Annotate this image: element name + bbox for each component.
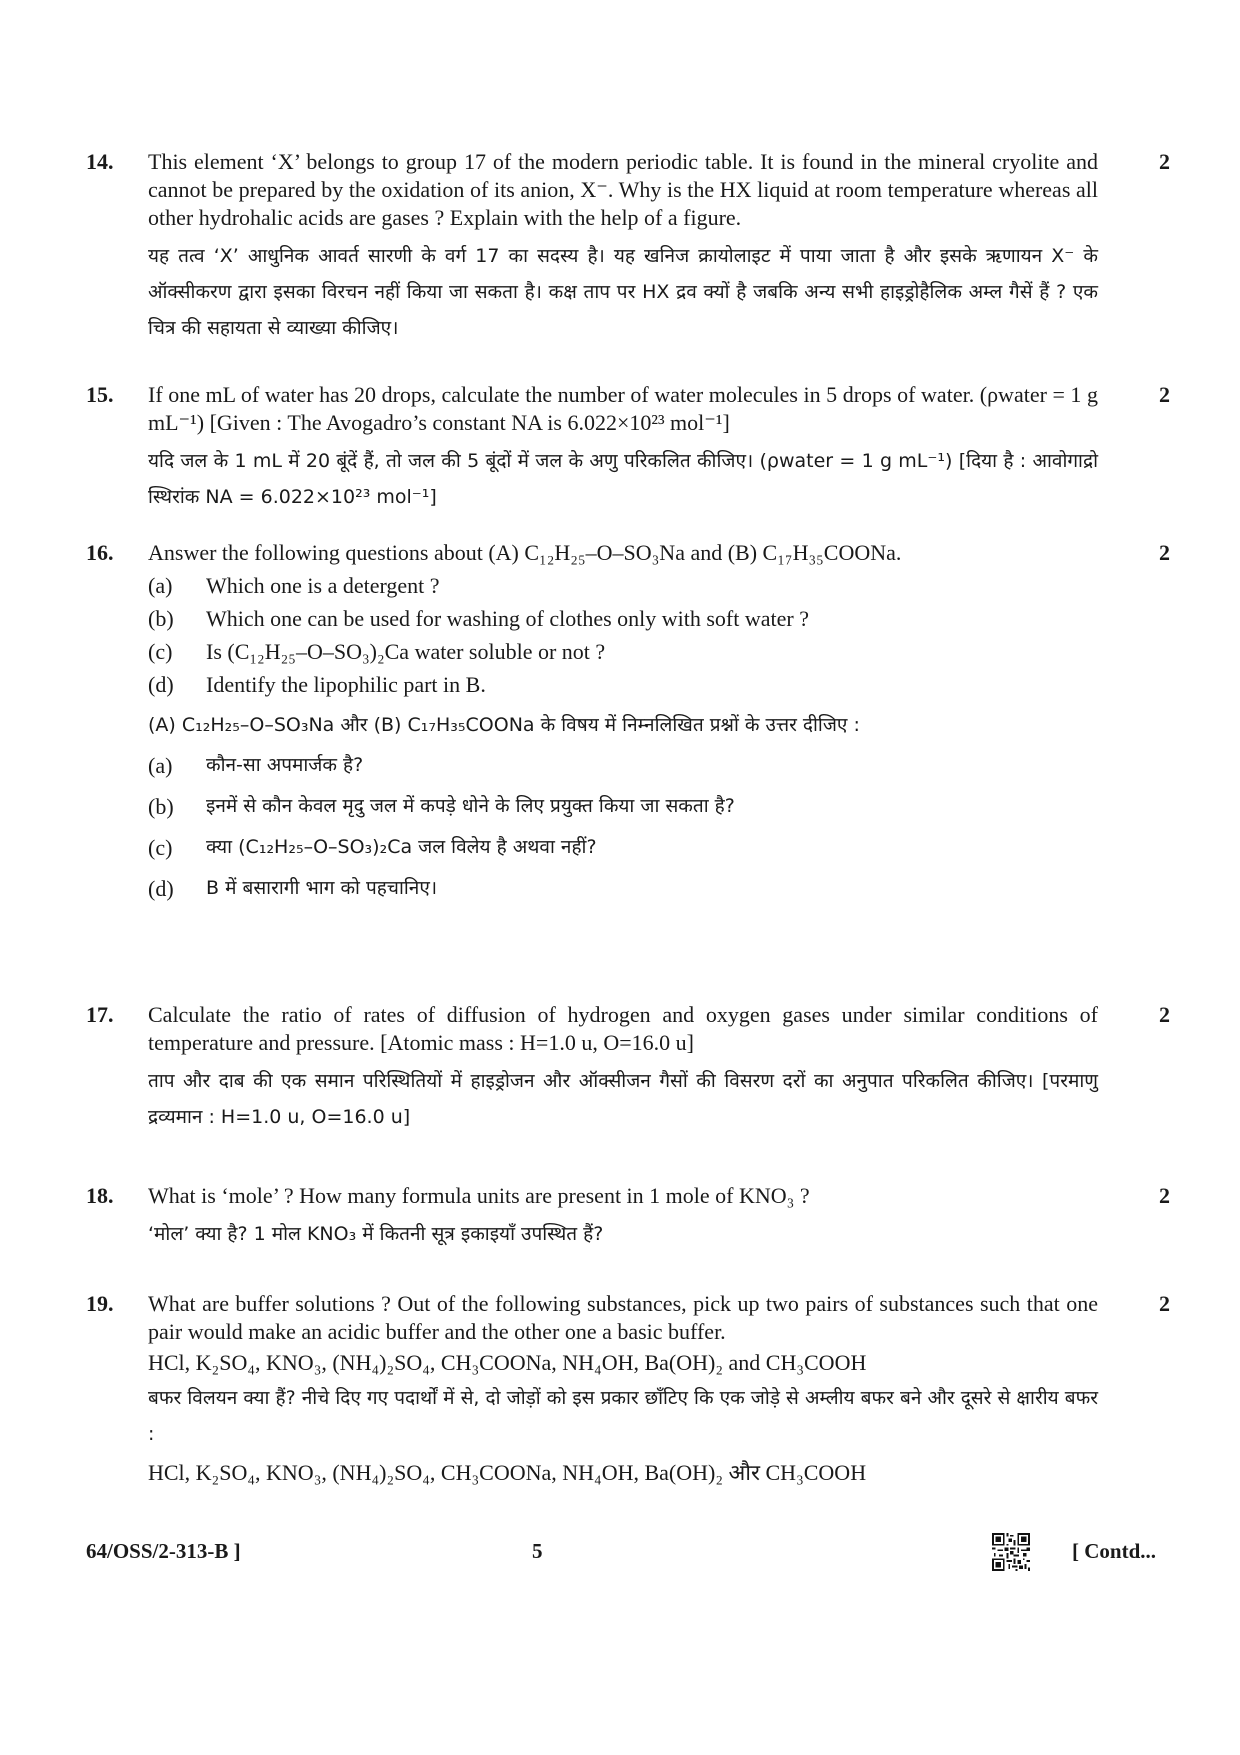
question-14 bbox=[86, 148, 1170, 346]
subquestion bbox=[148, 668, 1098, 701]
continued-label: [ Contd... bbox=[1071, 1539, 1156, 1563]
subquestion-text: क्या (C₁₂H₂₅–O–SO₃)₂Ca जल विलेय है अथवा नहीं? bbox=[206, 836, 597, 858]
subquestion-label: (d) bbox=[148, 672, 174, 697]
substance-list-english: HCl, K₂SO₄, KNO₃, (NH₄)₂SO₄, CH₃COONa, NH₄OH, Ba(OH)₂ and CH₃COOH bbox=[148, 1350, 867, 1375]
subquestion-text: B में बसारागी भाग को पहचानिए। bbox=[206, 877, 438, 899]
question-text-hindi: यदि जल के 1 mL में 20 बूंदें हैं, तो जल की 5 बूंदों में जल के अणु परिकलित कीजिए। (ρwater = 1 g mL⁻¹) [दिया है : आवोगाद्रो स्थिरांक NA = 6.022×10²³ mol⁻¹] bbox=[148, 450, 1098, 508]
subquestion-label: (b) bbox=[148, 606, 174, 631]
subquestion bbox=[148, 786, 1098, 827]
question-number: 14. bbox=[86, 149, 114, 174]
question-18 bbox=[86, 1182, 1170, 1252]
subquestion-label: (c) bbox=[148, 639, 173, 664]
question-text-hindi: यह तत्व ‘X’ आधुनिक आवर्त सारणी के वर्ग 17 का सदस्य है। यह खनिज क्रायोलाइट में पाया जाता है और इसके ऋणायन X⁻ के ऑक्सीकरण द्वारा इसका विरचन नहीं किया जा सकता है। कक्ष ताप पर HX द्रव क्यों है जबकि अन्य सभी हाइड्रोहैलिक अम्ल गैसें हैं ? एक चित्र की सहायता से व्याख्या कीजिए। bbox=[148, 245, 1098, 339]
question-text-hindi: ताप और दाब की एक समान परिस्थितियों में हाइड्रोजन और ऑक्सीजन गैसों की विसरण दरों का अनुपात परिकलित कीजिए। [परमाणु द्रव्यमान : H=1.0 u, O=16.0 u] bbox=[148, 1070, 1098, 1128]
question-marks: 2 bbox=[1159, 540, 1170, 565]
question-text-english: Answer the following questions about (A) C₁₂H₂₅–O–SO₃Na and (B) C₁₇H₃₅COONa. bbox=[148, 540, 902, 565]
question-number: 16. bbox=[86, 540, 114, 565]
subquestion-text: Is (C₁₂H₂₅–O–SO₃)₂Ca water soluble or not ? bbox=[206, 639, 606, 664]
question-text-english: This element ‘X’ belongs to group 17 of the modern periodic table. It is found in the mineral cryolite and cannot be prepared by the oxidation of its anion, X⁻. Why is the HX liquid at room temperature whereas all other hydrohalic acids are gases ? Explain with the help of a figure. bbox=[148, 149, 1098, 230]
substance-list-hindi: HCl, K₂SO₄, KNO₃, (NH₄)₂SO₄, CH₃COONa, NH₄OH, Ba(OH)₂ और CH₃COOH bbox=[148, 1460, 867, 1485]
question-15 bbox=[86, 381, 1170, 515]
question-text-hindi: बफर विलयन क्या हैं? नीचे दिए गए पदार्थों में से, दो जोड़ों को इस प्रकार छाँटिए कि एक जोड़े से अम्लीय बफर बने और दूसरे से क्षारीय बफर : bbox=[148, 1387, 1098, 1445]
subquestion bbox=[148, 827, 1098, 868]
question-text-hindi: ‘मोल’ क्या है? 1 मोल KNO₃ में कितनी सूत्र इकाइयाँ उपस्थित हैं? bbox=[148, 1223, 604, 1245]
question-text-hindi: (A) C₁₂H₂₅–O–SO₃Na और (B) C₁₇H₃₅COONa के विषय में निम्नलिखित प्रश्नों के उत्तर दीजिए : bbox=[148, 714, 860, 736]
question-number: 19. bbox=[86, 1291, 114, 1316]
paper-code: 64/OSS/2-313-B ] bbox=[86, 1539, 241, 1563]
question-number: 17. bbox=[86, 1002, 114, 1027]
question-marks: 2 bbox=[1159, 1291, 1170, 1316]
page-footer bbox=[86, 1533, 1156, 1573]
subquestion-text: Identify the lipophilic part in B. bbox=[206, 672, 486, 697]
question-marks: 2 bbox=[1159, 382, 1170, 407]
question-19 bbox=[86, 1290, 1170, 1490]
question-marks: 2 bbox=[1159, 1002, 1170, 1027]
subquestion-label: (a) bbox=[148, 753, 173, 778]
question-text-english: If one mL of water has 20 drops, calculate the number of water molecules in 5 drops of water. (ρwater = 1 g mL⁻¹) [Given : The Avogadro’s constant NA is 6.022×10²³ mol⁻¹] bbox=[148, 382, 1098, 435]
subquestion bbox=[148, 602, 1098, 635]
subquestion-text: Which one is a detergent ? bbox=[206, 573, 440, 598]
subquestion-text: इनमें से कौन केवल मृदु जल में कपड़े धोने के लिए प्रयुक्त किया जा सकता है? bbox=[206, 795, 735, 817]
page-number: 5 bbox=[532, 1539, 543, 1563]
question-text-english: Calculate the ratio of rates of diffusion of hydrogen and oxygen gases under similar conditions of temperature and pressure. [Atomic mass : H=1.0 u, O=16.0 u] bbox=[148, 1002, 1098, 1055]
subquestion-label: (a) bbox=[148, 573, 173, 598]
subquestion bbox=[148, 868, 1098, 909]
question-number: 15. bbox=[86, 382, 114, 407]
subquestion-text: कौन-सा अपमार्जक है? bbox=[206, 754, 364, 776]
subquestion-label: (c) bbox=[148, 835, 173, 860]
question-text-english: What are buffer solutions ? Out of the following substances, pick up two pairs of substances such that one pair would make an acidic buffer and the other one a basic buffer. bbox=[148, 1291, 1098, 1344]
question-marks: 2 bbox=[1159, 149, 1170, 174]
question-marks: 2 bbox=[1159, 1183, 1170, 1208]
question-16 bbox=[86, 539, 1170, 909]
question-text-english: What is ‘mole’ ? How many formula units are present in 1 mole of KNO₃ ? bbox=[148, 1183, 810, 1208]
qr-code-icon bbox=[992, 1533, 1030, 1571]
question-17 bbox=[86, 1001, 1170, 1135]
subquestion bbox=[148, 569, 1098, 602]
subquestion-list-hindi bbox=[148, 745, 1098, 909]
subquestion-label: (b) bbox=[148, 794, 174, 819]
subquestion bbox=[148, 635, 1098, 668]
subquestion-list-english bbox=[148, 569, 1098, 701]
subquestion bbox=[148, 745, 1098, 786]
subquestion-label: (d) bbox=[148, 876, 174, 901]
question-number: 18. bbox=[86, 1183, 114, 1208]
subquestion-text: Which one can be used for washing of clothes only with soft water ? bbox=[206, 606, 809, 631]
